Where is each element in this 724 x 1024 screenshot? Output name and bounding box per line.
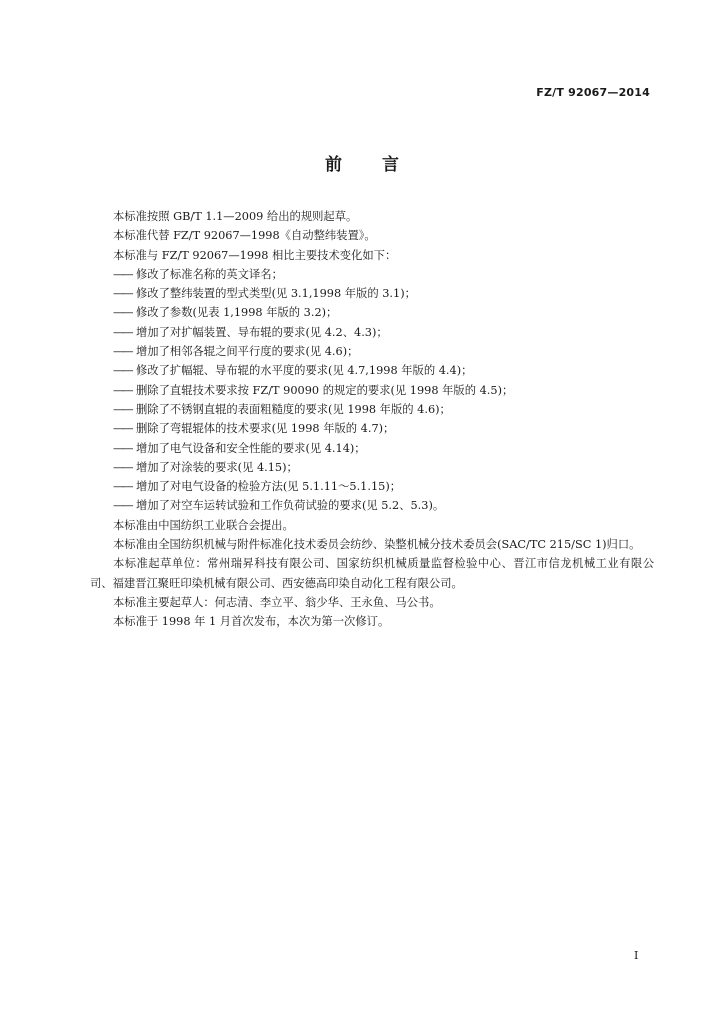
list-item-text: 修改了扩幅辊、导布辊的水平度的要求(见 4.7,1998 年版的 4.4)； — [136, 364, 473, 378]
list-item-text: 增加了对电气设备的检验方法(见 5.1.11～5.1.15)； — [136, 480, 402, 494]
dash-prefix: —— — [113, 306, 132, 320]
paragraph-replaces: 本标准代替 FZ/T 92067—1998《自动整纬装置》。 — [113, 229, 376, 243]
list-item — [90, 439, 654, 458]
dash-prefix: —— — [113, 422, 132, 436]
dash-prefix: —— — [113, 499, 132, 513]
dash-prefix: —— — [113, 383, 132, 397]
page-title: 前言 — [325, 155, 439, 175]
changes-list — [90, 265, 654, 516]
paragraph-release-history: 本标准于 1998 年 1 月首次发布，本次为第一次修订。 — [113, 615, 390, 629]
list-item-text: 增加了对涂装的要求(见 4.15)； — [136, 460, 298, 474]
list-item — [90, 284, 654, 303]
dash-prefix: —— — [113, 345, 132, 359]
list-item — [90, 419, 654, 438]
paragraph-drafting-rules: 本标准按照 GB/T 1.1—2009 给出的规则起草。 — [113, 210, 358, 223]
foreword-body — [90, 207, 654, 632]
list-item — [90, 381, 654, 400]
paragraph-drafting-units: 本标准起草单位：常州瑞昇科技有限公司、国家纺织机械质量监督检验中心、晋江市信龙机械工业有限公司、福建晋江聚旺印染机械有限公司、西安德高印染自动化工程有限公司。 — [90, 557, 654, 590]
dash-prefix: —— — [113, 364, 132, 378]
list-item — [90, 496, 654, 515]
dash-prefix: —— — [113, 480, 132, 494]
standard-code: FZ/T 92067—2014 — [536, 86, 650, 99]
list-item-text: 删除了直辊技术要求按 FZ/T 90090 的规定的要求(见 1998 年版的 4.5)； — [136, 383, 514, 397]
list-item — [90, 323, 654, 342]
paragraph-drafters: 本标准主要起草人：何志清、李立平、翁少华、王永鱼、马公书。 — [113, 595, 441, 609]
paragraph-proposer: 本标准由中国纺织工业联合会提出。 — [113, 518, 294, 532]
list-item-text: 修改了参数(见表 1,1998 年版的 3.2)； — [136, 306, 338, 320]
list-item — [90, 342, 654, 361]
list-item — [90, 265, 654, 284]
paragraph-technical-committee: 本标准由全国纺织机械与附件标准化技术委员会纺纱、染整机械分技术委员会(SAC/TC 215/SC 1)归口。 — [113, 538, 641, 552]
list-item-text: 删除了弯辊辊体的技术要求(见 1998 年版的 4.7)； — [136, 422, 395, 436]
dash-prefix: —— — [113, 325, 132, 339]
list-item-text: 增加了对空车运转试验和工作负荷试验的要求(见 5.2、5.3)。 — [136, 499, 445, 513]
paragraph-changes-intro: 本标准与 FZ/T 92067—1998 相比主要技术变化如下： — [113, 248, 397, 262]
dash-prefix: —— — [113, 287, 132, 301]
list-item-text: 修改了标准名称的英文译名； — [136, 267, 283, 281]
list-item — [90, 458, 654, 477]
list-item — [90, 400, 654, 419]
list-item — [90, 361, 654, 380]
dash-prefix: —— — [113, 267, 132, 281]
list-item-text: 增加了对扩幅装置、导布辊的要求(见 4.2、4.3)； — [136, 325, 388, 339]
dash-prefix: —— — [113, 460, 132, 474]
dash-prefix: —— — [113, 402, 132, 416]
list-item-text: 删除了不锈钢直辊的表面粗糙度的要求(见 1998 年版的 4.6)； — [136, 402, 451, 416]
list-item — [90, 477, 654, 496]
list-item-text: 增加了相邻各辊之间平行度的要求(见 4.6)； — [136, 345, 359, 359]
dash-prefix: —— — [113, 441, 132, 455]
list-item — [90, 303, 654, 322]
page-number: I — [634, 949, 639, 962]
list-item-text: 增加了电气设备和安全性能的要求(见 4.14)； — [136, 441, 366, 455]
list-item-text: 修改了整纬装置的型式类型(见 3.1,1998 年版的 3.1)； — [136, 287, 416, 301]
